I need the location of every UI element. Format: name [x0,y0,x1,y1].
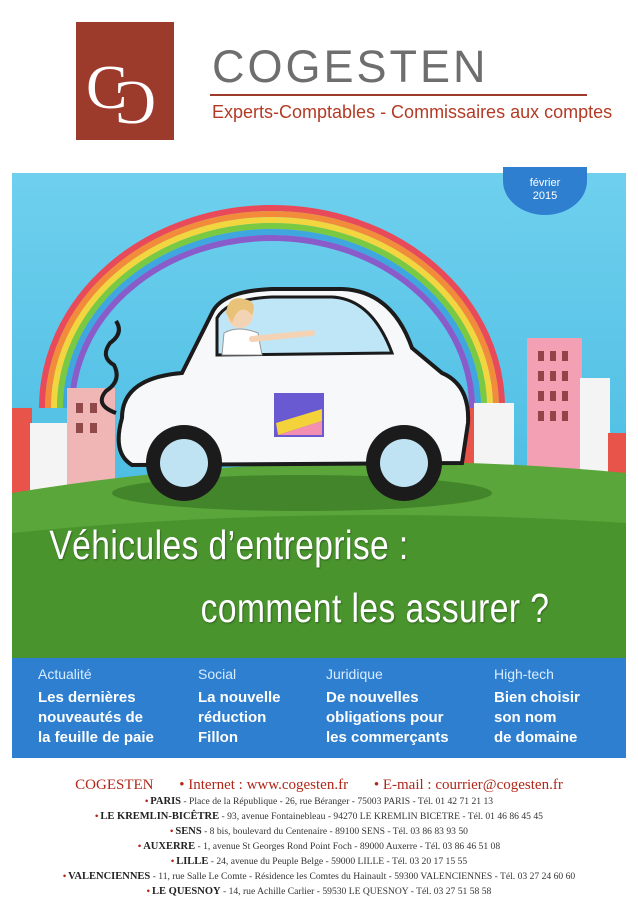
headline-line-2: comment les assurer ? [200,585,550,631]
office-valenciennes: • VALENCIENNES - 11, rue Salle Le Comte - Résidence les Comtes du Hainault - 59300 VALENCIENNES - Tél. 03 27 24 60 60 [62,871,576,882]
section-line: obligations pour [326,709,444,726]
office-address: - 11, rue Salle Le Comte - Résidence les Comtes du Hainault - 59300 VALENCIENNES - Tél. 03 27 24 60 60 [150,871,576,882]
office-auxerre: • AUXERRE - 1, avenue St Georges Rond Point Foch - 89000 Auxerre - Tél. 03 86 46 51 08 [137,841,501,852]
section-line: La nouvelle [198,689,281,706]
section-line: la feuille de paie [38,729,154,746]
footer-brand: COGESTEN [75,777,154,793]
section-line: de domaine [494,729,578,746]
section-actualite [38,666,154,748]
section-line: Fillon [198,729,238,746]
section-high-tech [494,666,580,748]
footer-contact [0,777,638,794]
office-kremlin: • LE KREMLIN-BICÊTRE - 93, avenue Fontainebleau - 94270 LE KREMLIN BICETRE - Tél. 01 46 86 45 45 [95,811,543,822]
issue-month: février [529,177,561,189]
brand-divider [210,94,587,96]
tagline: Experts-Comptables - Commissaires aux comptes [212,102,613,122]
office-paris: • PARIS - Place de la République - 26, rue Béranger - 75003 PARIS - Tél. 01 42 71 21 13 [144,796,494,807]
office-city: LE QUESNOY [152,886,221,897]
office-address: - Place de la République - 26, rue Béranger - 75003 PARIS - Tél. 01 42 71 21 13 [181,796,494,807]
section-line: son nom [494,709,557,726]
office-address: - 24, avenue du Peuple Belge - 59000 LILLE - Tél. 03 20 17 15 55 [208,856,468,867]
office-city: AUXERRE [143,841,196,852]
issue-year: 2015 [532,190,558,202]
office-address: - 1, avenue St Georges Rond Point Foch - 89000 Auxerre - Tél. 03 86 46 51 08 [195,841,501,852]
svg-text:C: C [86,54,128,122]
office-city: LE KREMLIN-BICÊTRE [100,811,220,822]
office-city: PARIS [150,796,182,807]
office-le-quesnoy: • LE QUESNOY - 14, rue Achille Carlier - 59530 LE QUESNOY - Tél. 03 27 51 58 58 [146,886,492,897]
section-line: les commerçants [326,729,449,746]
office-address: - 93, avenue Fontainebleau - 94270 LE KREMLIN BICETRE - Tél. 01 46 86 45 45 [219,811,543,822]
section-line: De nouvelles [326,689,419,706]
section-category: Juridique [326,666,383,682]
office-city: LILLE [176,856,209,867]
section-line: réduction [198,709,267,726]
section-line: Bien choisir [494,689,580,706]
section-category: High-tech [494,666,554,682]
section-category: Actualité [38,666,92,682]
headline-line-1: Véhicules d’entreprise : [49,522,409,568]
office-city: SENS [175,826,202,837]
footer-internet-link[interactable]: • Internet : www.cogesten.fr [179,777,349,793]
section-line: nouveautés de [38,709,144,726]
cc-monogram-icon [76,22,174,140]
office-address: - 14, rue Achille Carlier - 59530 LE QUESNOY - Tél. 03 27 51 58 58 [220,886,492,897]
cogesten-logo [76,22,174,140]
office-address: - 8 bis, boulevard du Centenaire - 89100 SENS - Tél. 03 86 83 93 50 [201,826,468,837]
footer-email-link[interactable]: • E-mail : courrier@cogesten.fr [373,777,563,793]
section-category: Social [198,666,237,682]
brand-name: COGESTEN [212,41,489,92]
office-city: VALENCIENNES [68,871,151,882]
section-line: Les dernières [38,689,136,706]
section-social [198,666,281,748]
office-sens: • SENS - 8 bis, boulevard du Centenaire - 89100 SENS - Tél. 03 86 83 93 50 [170,826,468,837]
section-juridique [326,666,449,748]
office-lille: • LILLE - 24, avenue du Peuple Belge - 59000 LILLE - Tél. 03 20 17 15 55 [170,856,468,867]
svg-text:C: C [114,68,156,136]
sections-bar [12,658,626,758]
